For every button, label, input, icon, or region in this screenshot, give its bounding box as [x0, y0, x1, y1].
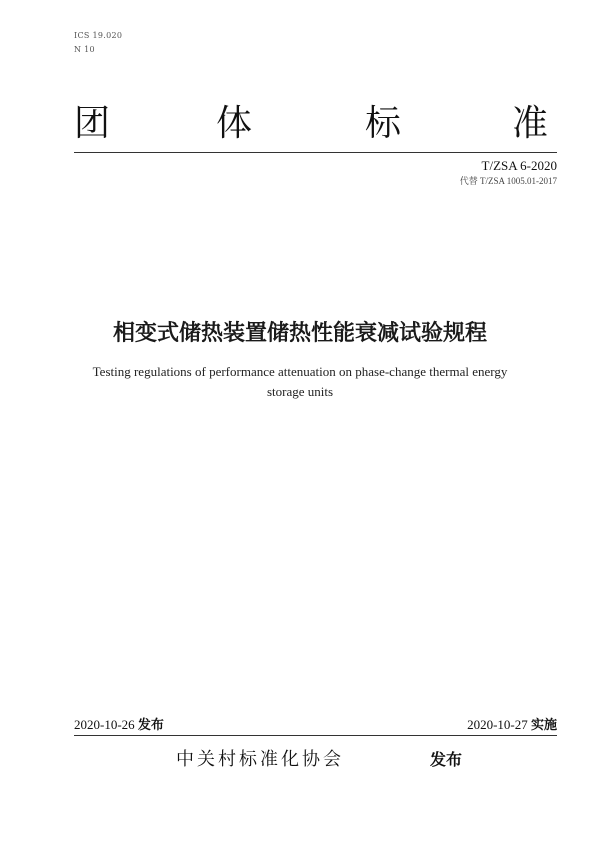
top-divider — [74, 152, 557, 153]
ccs-code: N 10 — [74, 45, 95, 54]
publish-label: 发布 — [430, 750, 463, 769]
document-title-zh: 相变式储热装置储热性能衰减试验规程 — [112, 321, 487, 346]
replaces-standard: 代替 T/ZSA 1005.01-2017 — [459, 176, 557, 186]
document-title-en-line2: storage units — [266, 384, 334, 399]
issue-date-value: 2020-10-26 — [74, 717, 135, 732]
standard-type-char: 团 — [74, 103, 111, 144]
publisher-name: 中关村标准化协会 — [176, 749, 344, 770]
issue-label: 发布 — [137, 718, 164, 733]
bottom-divider — [74, 735, 557, 736]
standard-number: T/ZSA 6-2020 — [481, 158, 557, 173]
ics-code: ICS 19.020 — [74, 31, 123, 40]
implement-date — [467, 714, 557, 733]
standard-type-char: 标 — [365, 103, 402, 144]
implement-label: 实施 — [530, 718, 557, 733]
standard-type-char: 准 — [512, 103, 549, 144]
implement-date-value: 2020-10-27 — [467, 717, 528, 732]
document-title-en-line1: Testing regulations of performance attenuation on phase-change thermal energy — [92, 364, 508, 379]
standard-type-char: 体 — [216, 103, 253, 144]
issue-date — [74, 714, 164, 733]
